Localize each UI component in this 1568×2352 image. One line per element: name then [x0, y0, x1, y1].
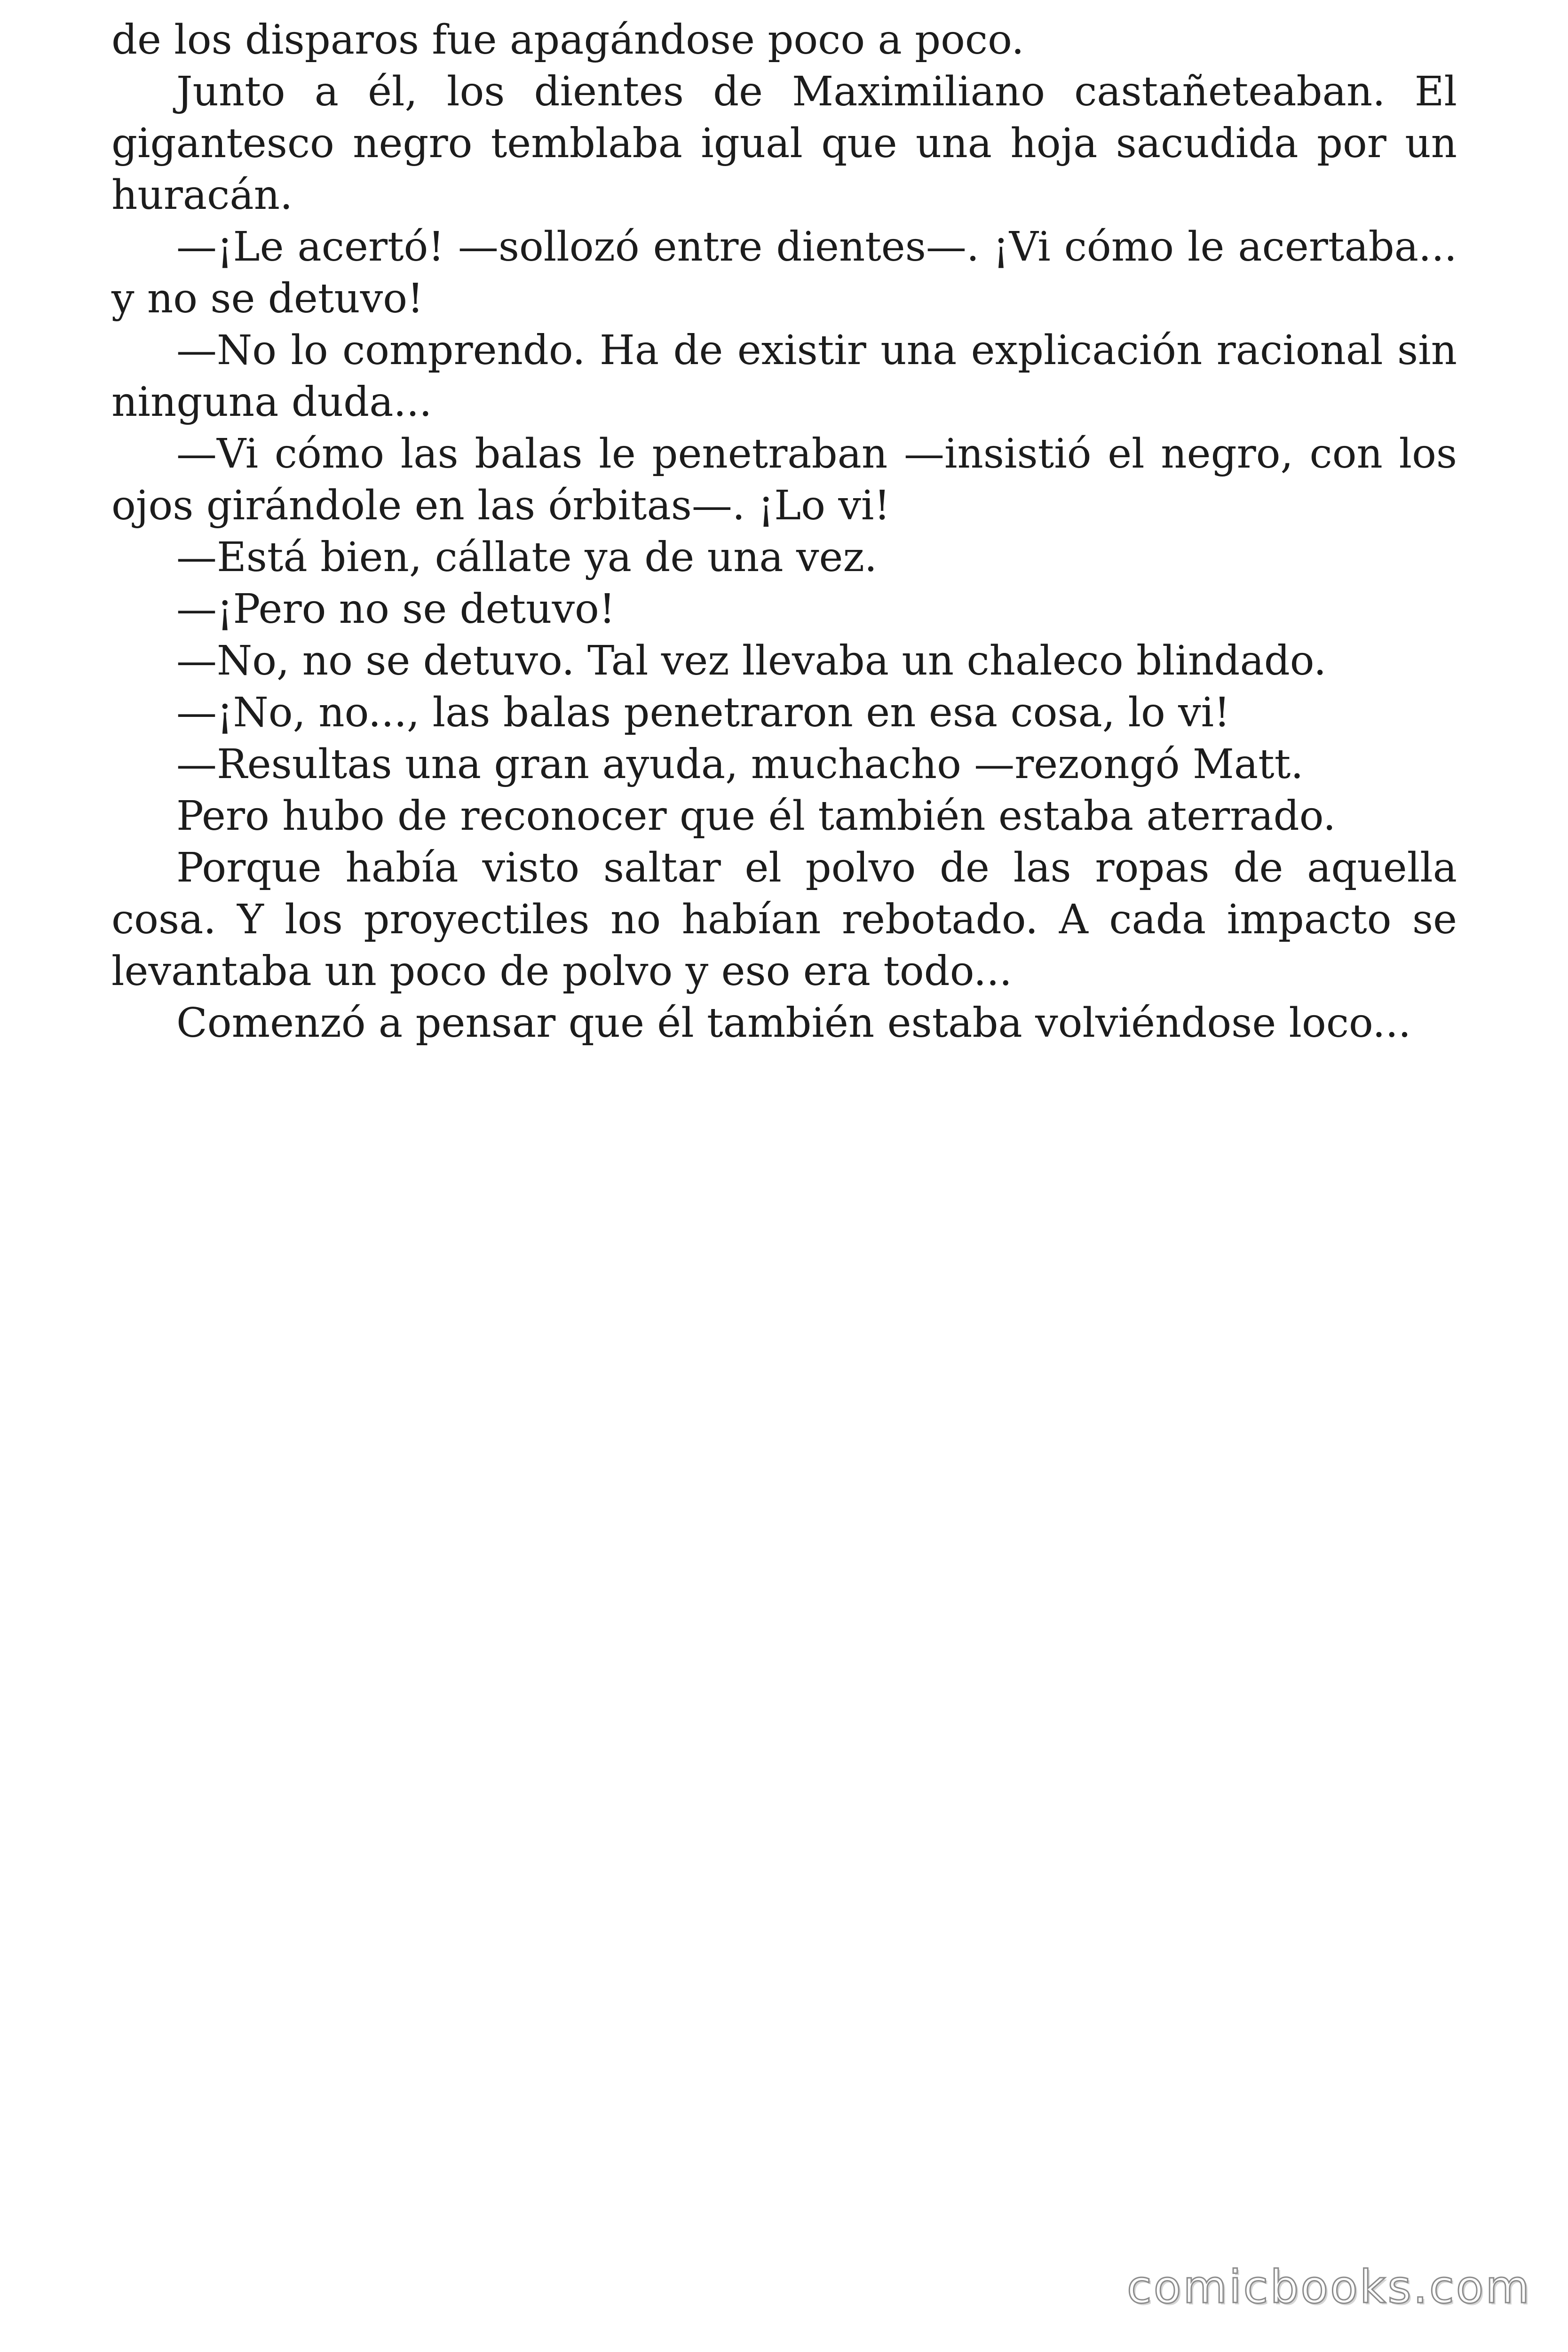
paragraph: —Vi cómo las balas le penetraban —insistió el negro, con los ojos girándole en las órbitas—. ¡Lo vi! [111, 430, 1457, 529]
paragraph: Comenzó a pensar que él también estaba volviéndose loco... [176, 1000, 1411, 1047]
paragraph: —¡No, no..., las balas penetraron en esa cosa, lo vi! [176, 689, 1230, 736]
watermark: comicbooks.com [1126, 2261, 1531, 2313]
paragraph: de los disparos fue apagándose poco a poco. [111, 16, 1024, 64]
paragraph: Porque había visto saltar el polvo de las ropas de aquella cosa. Y los proyectiles no habían rebotado. A cada impacto se levantaba un poco de polvo y eso era todo... [111, 844, 1457, 995]
paragraph: —¡Pero no se detuvo! [176, 586, 616, 633]
paragraph: —Resultas una gran ayuda, muchacho —rezongó Matt. [176, 741, 1304, 788]
page-body [111, 14, 1457, 1049]
paragraph: —¡Le acertó! —sollozó entre dientes—. ¡Vi cómo le acertaba... y no se detuvo! [111, 223, 1457, 322]
paragraph: —No, no se detuvo. Tal vez llevaba un chaleco blindado. [176, 637, 1327, 684]
paragraph: Junto a él, los dientes de Maximiliano castañeteaban. El gigantesco negro temblaba igual que una hoja sacudida por un huracán. [111, 68, 1457, 219]
paragraph: —No lo comprendo. Ha de existir una explicación racional sin ninguna duda... [111, 327, 1457, 426]
paragraph: Pero hubo de reconocer que él también estaba aterrado. [176, 793, 1336, 840]
paragraph: —Está bien, cállate ya de una vez. [176, 534, 878, 581]
